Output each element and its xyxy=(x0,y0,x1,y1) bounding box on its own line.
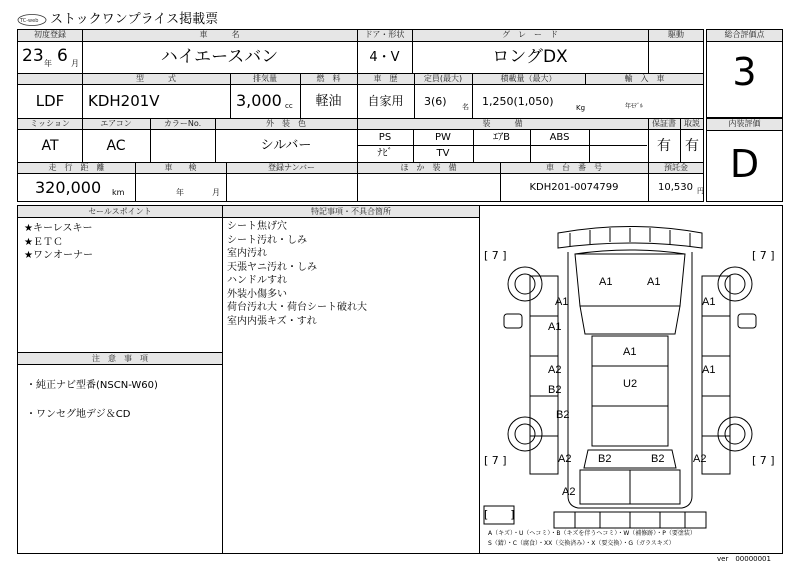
damage-mark: A1 xyxy=(702,364,716,376)
mileage: 320,000 xyxy=(35,178,102,197)
list-item: ハンドルすれ xyxy=(227,275,287,286)
damage-mark: A1 xyxy=(702,296,716,308)
tire-front-left: [ 7 ] xyxy=(484,249,507,262)
damage-mark: A1 xyxy=(599,276,613,288)
first-reg-month: 6 xyxy=(57,46,68,66)
damage-legend-line1: A（キズ）・U（ヘコミ）・B（キズを伴うヘコミ）・W（補修跡）・P（要塗装） xyxy=(488,530,696,537)
equip-abs: ABS xyxy=(549,132,570,143)
damage-mark: A2 xyxy=(558,453,572,465)
label-overall-score: 総合評価点 xyxy=(724,30,765,39)
sales-points-title: セールスポイント xyxy=(88,207,152,216)
list-item: シート汚れ・しみ xyxy=(227,234,307,246)
notes-title: 特記事項・不具合箇所 xyxy=(311,207,391,216)
label-doors: ドア・形状 xyxy=(364,30,405,39)
aircon: AC xyxy=(106,138,126,154)
doors-shape: 4・V xyxy=(369,50,400,65)
list-item: 室内内張キズ・すれ xyxy=(227,315,317,327)
history: 自家用 xyxy=(367,94,404,108)
damage-mark: A1 xyxy=(555,296,569,308)
label-drive: 駆動 xyxy=(668,30,684,39)
cautions-list xyxy=(26,376,158,420)
capacity: 3(6) xyxy=(424,95,447,108)
label-car-name: 車 名 xyxy=(199,30,240,39)
list-item: ★キーレスキー xyxy=(24,223,93,234)
label-first-reg: 初度登録 xyxy=(34,30,66,39)
model: LDF xyxy=(35,92,65,110)
manual: 有 xyxy=(685,138,699,154)
list-item: 天張ヤニ汚れ・しみ xyxy=(227,261,317,273)
fuel: 軽油 xyxy=(315,94,342,109)
sales-points-list xyxy=(24,222,93,263)
damage-mark: A1 xyxy=(647,276,661,288)
equip-ps: PS xyxy=(378,132,392,143)
inspection-year: 年 xyxy=(176,188,184,197)
first-reg-year: 23 xyxy=(22,46,44,66)
list-item: ★ＥＴＣ xyxy=(24,236,63,248)
mission: AT xyxy=(41,138,59,154)
damage-mark: U2 xyxy=(623,378,638,390)
equip-pw: PW xyxy=(435,132,451,143)
list-item: 外装小傷多い xyxy=(227,288,287,300)
displacement: 3,000 xyxy=(236,91,282,110)
damage-mark: B2 xyxy=(556,409,570,421)
model-code: KDH201V xyxy=(88,92,160,110)
damage-mark: A2 xyxy=(562,486,576,498)
tire-rear-right: [ 7 ] xyxy=(752,454,775,467)
car-name: ハイエースバン xyxy=(160,47,279,67)
warranty: 有 xyxy=(657,138,671,154)
list-item: ★ワンオーナー xyxy=(24,250,93,261)
equip-navi: ﾅﾋﾞ xyxy=(377,148,393,159)
deposit: 10,530 xyxy=(658,182,693,193)
grade: ロングDX xyxy=(492,47,568,67)
equip-airbag: ｴｱB xyxy=(493,132,510,143)
page-title: ストックワンプライス掲載票 xyxy=(50,12,219,27)
label-grade: グ レ ー ド xyxy=(502,30,558,39)
list-item: ・ワンセグ地デジ＆CD xyxy=(26,409,131,420)
damage-mark: A2 xyxy=(693,453,707,465)
damage-mark: B2 xyxy=(598,453,612,465)
damage-mark: A2 xyxy=(548,364,562,376)
tire-rear-left: [ 7 ] xyxy=(484,454,507,467)
tire-front-right: [ 7 ] xyxy=(752,249,775,262)
overall-score: 3 xyxy=(732,50,757,94)
equip-tv: TV xyxy=(436,148,450,159)
cautions-title: 注 意 事 項 xyxy=(92,354,148,363)
notes-list xyxy=(227,220,367,328)
svg-text:TC-web: TC-web xyxy=(20,18,39,24)
chassis-number: KDH201-0074799 xyxy=(529,182,619,193)
load: 1,250(1,050) xyxy=(482,95,554,108)
version: ver 00000001 xyxy=(717,555,771,563)
list-item: シート焦げ穴 xyxy=(227,221,287,232)
inspection-month: 月 xyxy=(212,188,220,197)
logo xyxy=(17,12,47,26)
list-item: 室内汚れ xyxy=(227,248,267,259)
list-item: 荷台汚れ大・荷台シート破れ大 xyxy=(227,302,367,313)
damage-mark: B2 xyxy=(548,384,562,396)
damage-mark: B2 xyxy=(651,453,665,465)
interior-score: D xyxy=(729,142,760,186)
spare-tire: [ ] xyxy=(484,508,515,521)
damage-legend-line2: S（錆）・C（腐食）・XX（交換済み）・X（要交換）・G（ガラスキズ） xyxy=(488,540,675,547)
ext-color: シルバー xyxy=(260,138,312,153)
list-item: ・純正ナビ型番(NSCN-W60) xyxy=(26,380,158,391)
damage-mark: A1 xyxy=(623,346,637,358)
damage-mark: A1 xyxy=(548,321,562,333)
